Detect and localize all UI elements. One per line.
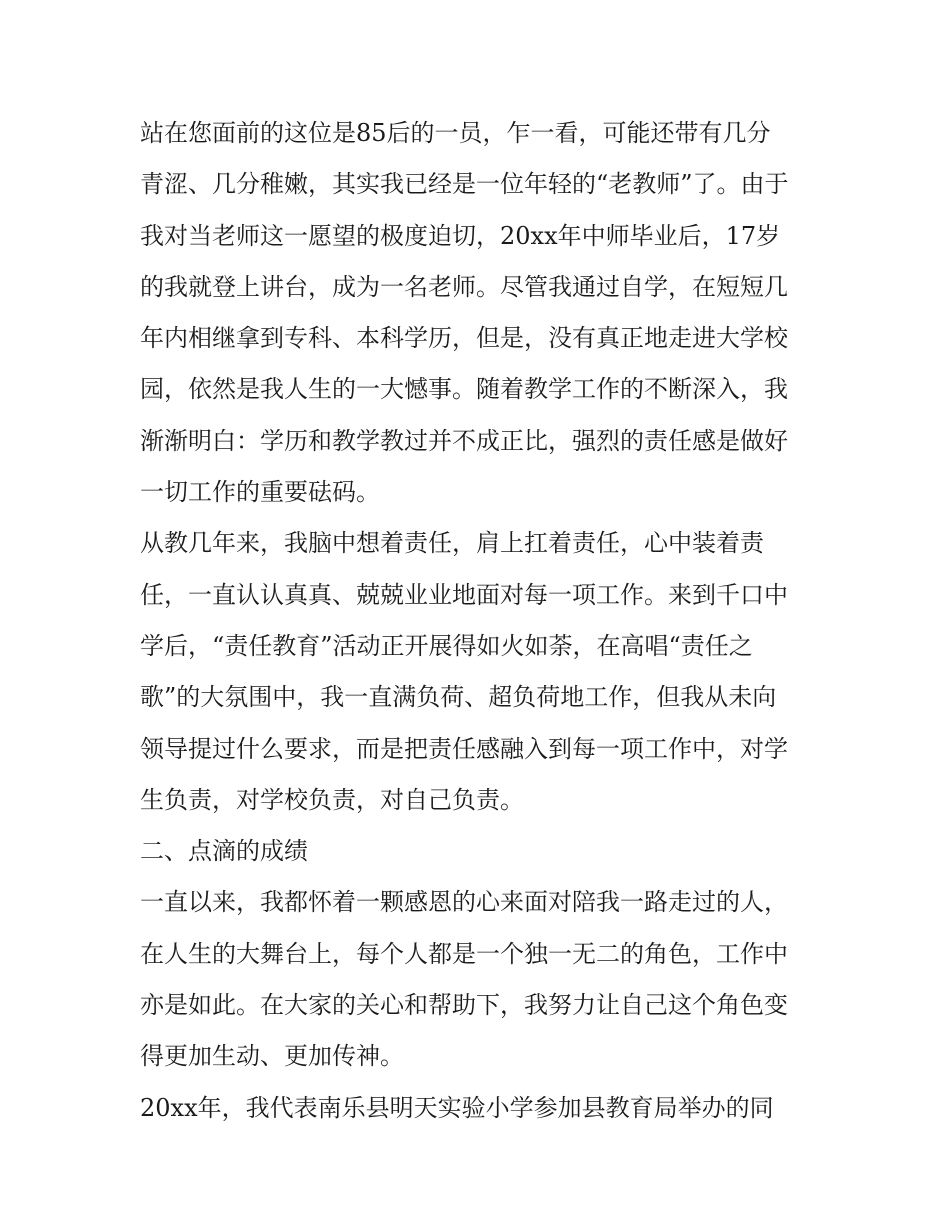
paragraph-1-line-4: 的我就登上讲台，成为一名老师。尽管我通过自学，在短短几 <box>140 272 788 301</box>
paragraph-2-line-1: 从教几年来，我脑中想着责任，肩上扛着责任，心中装着责 <box>140 529 764 558</box>
document-body <box>140 108 820 1134</box>
paragraph-1-line-8: 一切工作的重要砝码。 <box>140 478 380 507</box>
paragraph-3-line-2: 在人生的大舞台上，每个人都是一个独一无二的角色，工作中 <box>140 939 788 968</box>
paragraph-3-line-1: 一直以来，我都怀着一颗感恩的心来面对陪我一路走过的人， <box>140 888 788 917</box>
paragraph-3-line-3: 亦是如此。在大家的关心和帮助下，我努力让自己这个角色变 <box>140 991 788 1020</box>
paragraph-1-line-5: 年内相继拿到专科、本科学历，但是，没有真正地走进大学校 <box>140 324 788 353</box>
paragraph-3-line-4: 得更加生动、更加传神。 <box>140 1042 404 1071</box>
paragraph-4-line-1: 20xx年，我代表南乐县明天实验小学参加县教育局举办的同 <box>140 1093 774 1122</box>
paragraph-2-line-2: 任，一直认认真真、兢兢业业地面对每一项工作。来到千口中 <box>140 580 788 609</box>
paragraph-1-line-7: 渐渐明白：学历和教学教过并不成正比，强烈的责任感是做好 <box>140 426 788 455</box>
paragraph-2-line-4: 歌”的大氛围中，我一直满负荷、超负荷地工作，但我从未向 <box>140 683 777 712</box>
paragraph-2-line-6: 生负责，对学校负责，对自己负责。 <box>140 785 524 814</box>
paragraph-1-line-3: 我对当老师这一愿望的极度迫切，20xx年中师毕业后，17岁 <box>140 221 781 250</box>
paragraph-1-line-6: 园，依然是我人生的一大憾事。随着教学工作的不断深入，我 <box>140 375 788 404</box>
paragraph-1-line-1: 站在您面前的这位是85后的一员，乍一看，可能还带有几分 <box>140 119 771 147</box>
paragraph-2-line-5: 领导提过什么要求，而是把责任感融入到每一项工作中，对学 <box>140 734 788 763</box>
paragraph-1-line-2: 青涩、几分稚嫩，其实我已经是一位年轻的“老教师”了。由于 <box>140 170 789 199</box>
paragraph-2-line-3: 学后，“责任教育”活动正开展得如火如荼，在高唱“责任之 <box>140 631 753 660</box>
section-heading: 二、点滴的成绩 <box>140 837 308 866</box>
